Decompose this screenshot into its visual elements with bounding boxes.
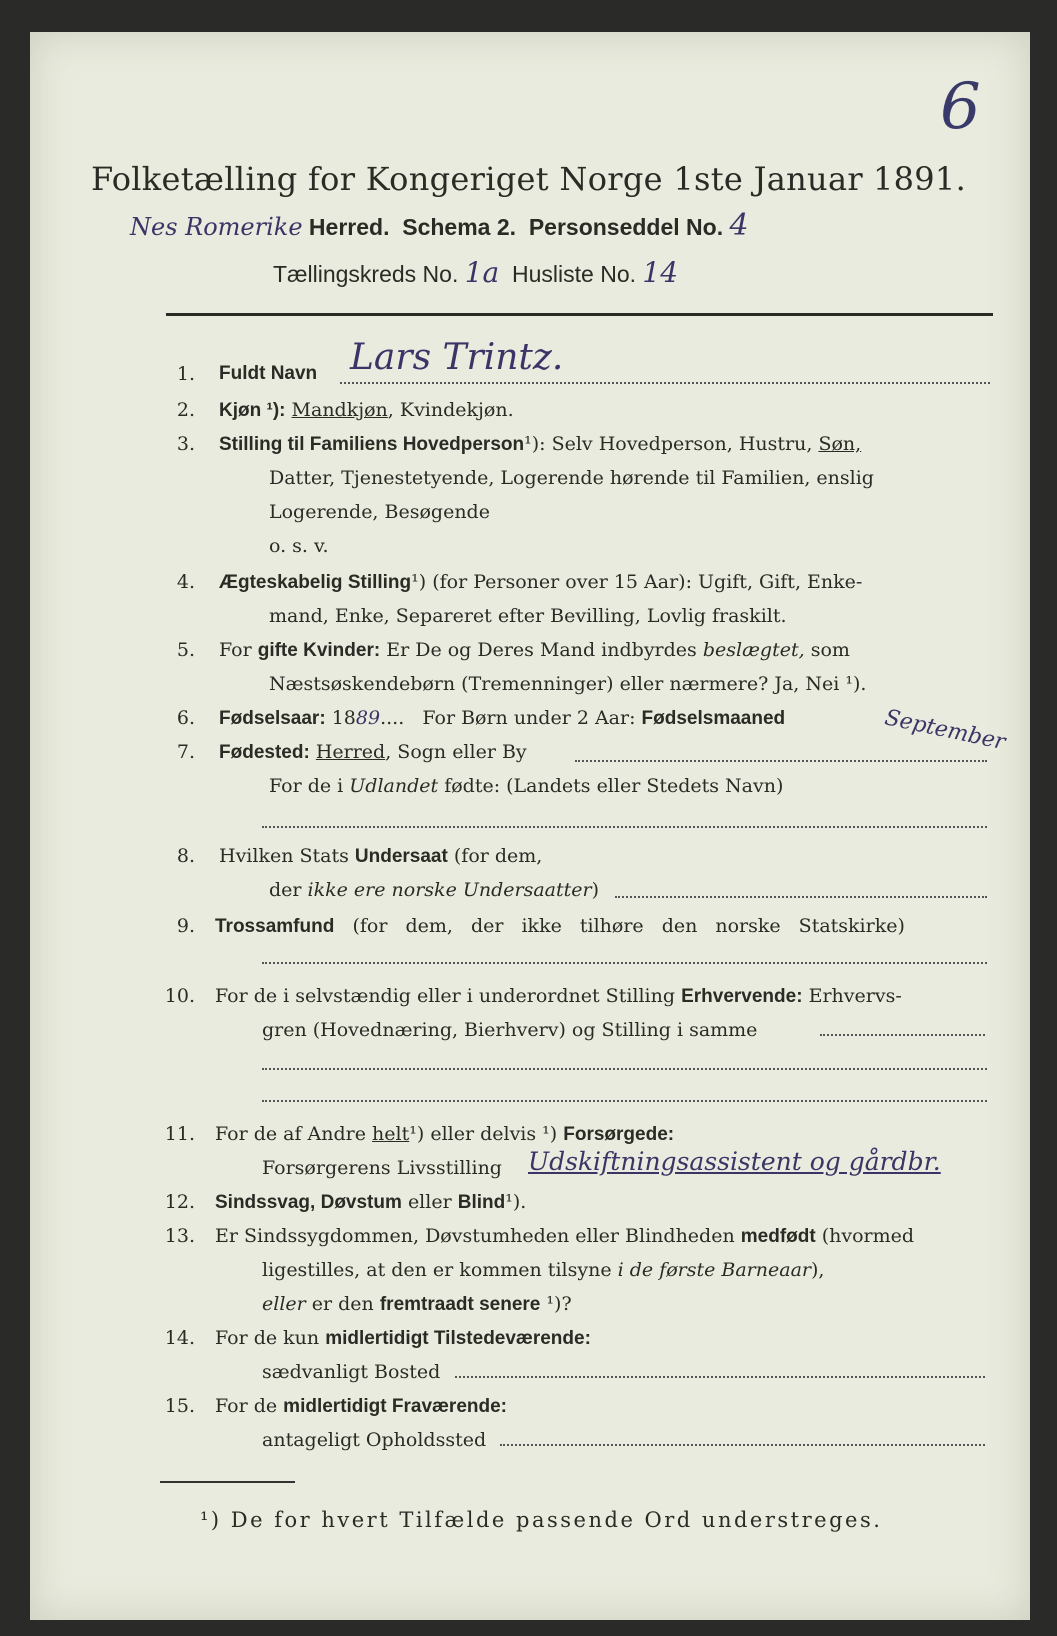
item-label: Blind: [457, 1192, 506, 1213]
item-number: 8.: [176, 845, 195, 867]
item-text: ),: [811, 1259, 825, 1281]
item-text: som: [810, 639, 850, 661]
item-text: ): [591, 879, 600, 901]
item-label: midlertidigt Tilstedeværende:: [325, 1328, 591, 1349]
kreds-label: Tællingskreds No.: [273, 261, 459, 287]
item-label: midlertidigt Fraværende:: [283, 1396, 507, 1417]
item-text: der: [269, 879, 302, 901]
item-label: Fødselsmaaned: [641, 708, 786, 729]
item-italic: eller: [262, 1293, 306, 1315]
item-label: Fødested:: [219, 742, 310, 763]
kreds-number: 1a: [464, 256, 500, 289]
item-text: For: [219, 639, 252, 661]
item-text: Er De og Deres Mand indbyrdes: [386, 639, 697, 661]
item-number: 4.: [176, 571, 195, 593]
item-text-line2: Næstsøskendebørn (Tremenninger) eller nærmere? Ja, Nei ¹).: [269, 673, 867, 695]
underlined-answer: helt: [372, 1123, 410, 1145]
item-text: Er Sindssygdommen, Døvstumheden eller Blindheden: [215, 1225, 735, 1247]
item-label: Fuldt Navn: [219, 363, 318, 384]
form-title: [0, 160, 1057, 198]
item-text: fødte: (Landets eller Stedets Navn): [444, 775, 784, 797]
item-text: For de i selvstændig eller i underordnet Stilling: [215, 985, 676, 1007]
husliste-number: 14: [642, 256, 679, 289]
fill-line: [575, 760, 987, 762]
item-text: , Sogn eller By: [385, 741, 527, 763]
item-number: 13.: [164, 1225, 195, 1247]
fill-line: [262, 962, 987, 964]
item-text: 18: [331, 707, 356, 729]
item-number: 12.: [164, 1191, 195, 1213]
fill-line: [262, 826, 987, 828]
item-text: ¹).: [505, 1191, 527, 1213]
item-text: For de kun: [215, 1327, 320, 1349]
item-label: Ægteskabelig Stilling: [219, 572, 412, 593]
item-text: Hvilken Stats: [219, 845, 349, 867]
fill-line: [820, 1034, 985, 1036]
full-name-handwritten: Lars Trintz.: [350, 337, 564, 378]
item-number: 14.: [164, 1327, 195, 1349]
item-text-line2: gren (Hovednæring, Bierhverv) og Stilling i samme: [262, 1019, 758, 1041]
item-text: er den: [311, 1293, 374, 1315]
schema-label: Schema 2.: [402, 214, 517, 240]
item-text: eller: [407, 1191, 452, 1213]
item-label: Undersaat: [354, 846, 448, 867]
footnote-divider: [160, 1481, 295, 1483]
item-text: ¹) (for Personer over 15 Aar): Ugift, Gift, Enke-: [411, 571, 863, 593]
item-text: , Kvindekjøn.: [387, 399, 514, 421]
item-label: Forsørgede:: [563, 1124, 675, 1145]
item-label: gifte Kvinder:: [257, 640, 381, 661]
item-number: 2.: [176, 399, 195, 421]
item-text: ligestilles, at den er kommen tilsyne: [262, 1259, 612, 1281]
herred-label: Herred.: [308, 214, 390, 240]
item-number: 7.: [176, 741, 195, 763]
item-number: 15.: [164, 1395, 195, 1417]
birth-month-handwritten: September: [882, 705, 1008, 756]
item-italic: Udlandet: [349, 775, 439, 797]
item-label: Kjøn ¹):: [219, 400, 286, 421]
fill-line: [615, 896, 987, 898]
item-italic: beslægtet,: [702, 639, 805, 661]
header-divider: [166, 313, 993, 316]
fill-line: [340, 382, 990, 384]
item-number: 11.: [164, 1123, 195, 1145]
item-text-line2: sædvanligt Bosted: [262, 1361, 441, 1383]
provider-occupation-handwritten: Udskiftningsassistent og gårdbr.: [528, 1147, 941, 1176]
item-label: Trossamfund: [215, 916, 335, 937]
fill-line: [262, 1068, 987, 1070]
item-label: fremtraadt senere: [379, 1294, 541, 1315]
item-number: 3.: [176, 433, 195, 455]
herred-handwritten: Nes Romerike: [130, 213, 303, 241]
underlined-answer: Herred: [315, 741, 386, 763]
item-label: medfødt: [740, 1226, 816, 1247]
item-text-line2: mand, Enke, Separeret efter Bevilling, Lovlig fraskilt.: [269, 605, 787, 627]
item-number: 6.: [176, 707, 195, 729]
item-label: Sindssvag, Døvstum: [215, 1192, 402, 1213]
title-year: 1891.: [872, 160, 967, 198]
birth-year-handwritten: 89: [355, 707, 381, 729]
item-number: 1.: [176, 363, 195, 385]
fill-line: [262, 1100, 987, 1102]
item-text-line2: antageligt Opholdssted: [262, 1429, 487, 1451]
underlined-answer: Søn,: [818, 433, 862, 455]
fill-line: [455, 1376, 985, 1378]
item-text-line3: Logerende, Besøgende: [269, 501, 490, 523]
item-text: (hvormed: [821, 1225, 915, 1247]
item-text: For Børn under 2 Aar:: [422, 707, 636, 729]
title-text: Folketælling for Kongeriget Norge 1ste Januar: [90, 160, 863, 198]
page-number: 6: [940, 70, 981, 144]
item-text-line2: Datter, Tjenestetyende, Logerende hørende til Familien, enslig: [269, 467, 874, 489]
item-number: 9.: [176, 915, 195, 937]
header-row-herred: [130, 208, 749, 243]
item-italic: i de første Barneaar: [617, 1259, 811, 1281]
item-italic: ikke ere norske Undersaatter: [307, 879, 592, 901]
item-number: 10.: [164, 985, 195, 1007]
personseddel-label: Personseddel No.: [528, 214, 724, 240]
item-text: For de af Andre: [215, 1123, 366, 1145]
underlined-answer: Mandkjøn: [291, 399, 388, 421]
item-text-line4: o. s. v.: [269, 535, 329, 557]
item-label: Fødselsaar:: [219, 708, 326, 729]
item-text-line2: Forsørgerens Livsstilling: [262, 1157, 502, 1179]
item-text: For de: [215, 1395, 278, 1417]
item-label: Stilling til Familiens Hovedperson: [219, 434, 525, 455]
item-text: ¹) eller delvis ¹): [409, 1123, 558, 1145]
item-number: 5.: [176, 639, 195, 661]
personseddel-number: 4: [729, 208, 749, 243]
husliste-label: Husliste No.: [512, 261, 637, 287]
item-text: ¹): Selv Hovedperson, Hustru,: [524, 433, 813, 455]
item-text: ¹)?: [546, 1293, 572, 1315]
item-label: Erhvervende:: [681, 986, 803, 1007]
item-text: Erhvervs-: [808, 985, 902, 1007]
item-text: For de i: [269, 775, 344, 797]
item-text: (for dem,: [453, 845, 543, 867]
header-row-kreds: [273, 256, 678, 289]
fill-line: [500, 1444, 985, 1446]
footnote: ¹) De for hvert Tilfælde passende Ord understreges.: [200, 1508, 883, 1532]
item-text: (for dem, der ikke tilhøre den norske Statskirke): [352, 915, 905, 937]
